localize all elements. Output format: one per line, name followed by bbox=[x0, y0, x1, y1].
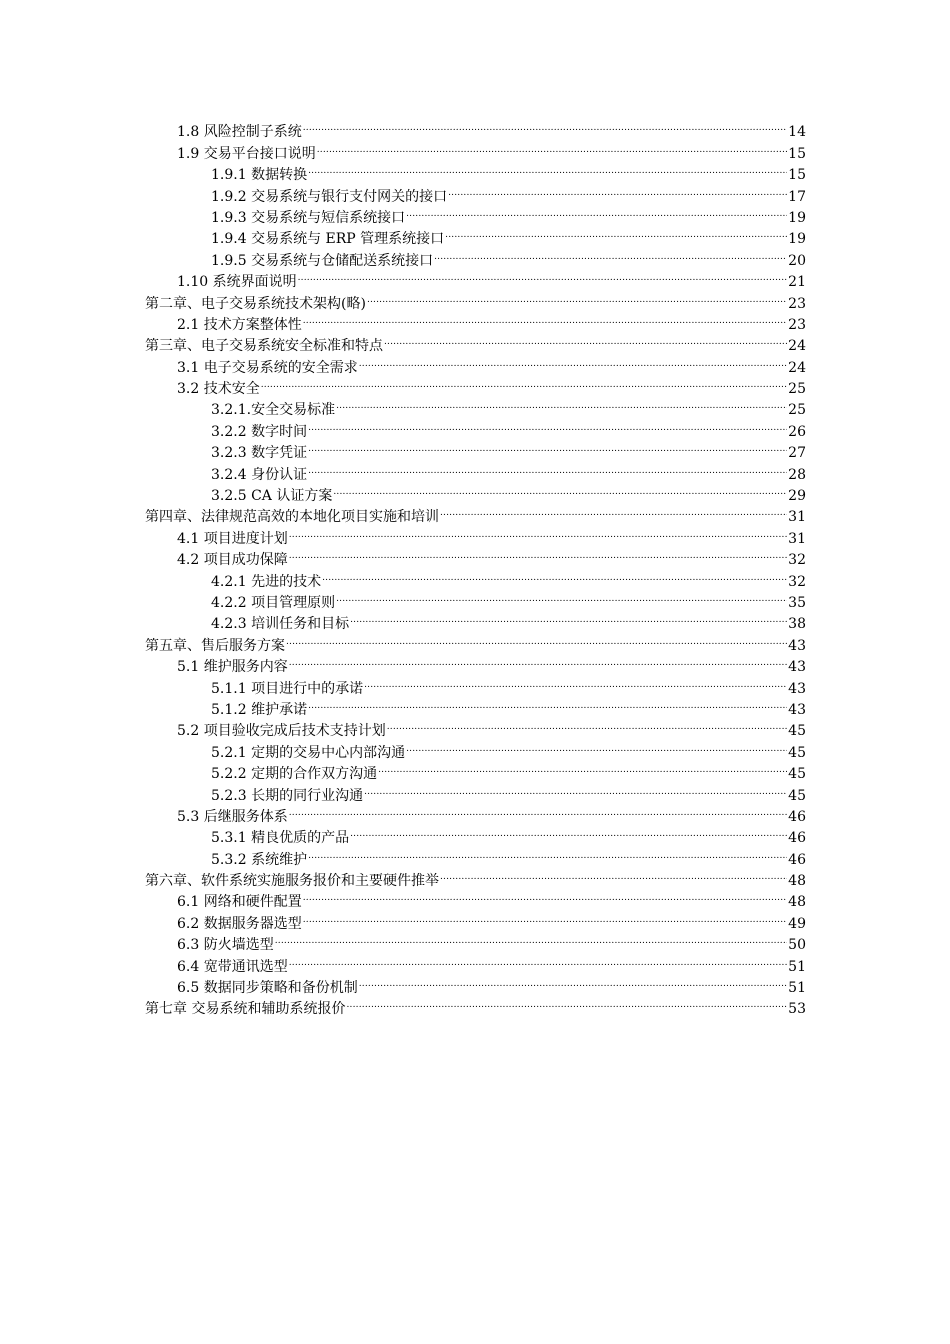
toc-entry-title[interactable]: 3.2.3 数字凭证 bbox=[211, 445, 308, 462]
toc-entry-page-number[interactable]: 45 bbox=[788, 766, 806, 783]
toc-entry-page-number[interactable]: 19 bbox=[788, 231, 806, 248]
toc-entry-page-number[interactable]: 23 bbox=[788, 316, 806, 333]
toc-entry-title[interactable]: 第六章、软件系统实施服务报价和主要硬件推举 bbox=[145, 873, 439, 890]
toc-entry-page-number[interactable]: 20 bbox=[788, 252, 806, 269]
toc-entry-page-number[interactable]: 32 bbox=[788, 552, 806, 569]
toc-entry-title[interactable]: 3.1 电子交易系统的安全需求 bbox=[177, 359, 358, 376]
toc-entry-page-number[interactable]: 25 bbox=[788, 402, 806, 419]
toc-entry-title[interactable]: 5.1.1 项目进行中的承诺 bbox=[211, 680, 364, 697]
toc-entry-page-number[interactable]: 31 bbox=[788, 530, 806, 547]
toc-entry-title[interactable]: 5.1.2 维护承诺 bbox=[211, 701, 308, 718]
dot-leader bbox=[350, 607, 787, 628]
dot-leader bbox=[303, 906, 787, 927]
dot-leader bbox=[445, 222, 787, 243]
toc-entry-page-number[interactable]: 23 bbox=[788, 295, 806, 312]
toc-entry-title[interactable]: 第五章、售后服务方案 bbox=[145, 637, 285, 654]
toc-entry-title[interactable]: 6.4 宽带通讯选型 bbox=[177, 958, 288, 975]
dot-leader bbox=[440, 864, 787, 885]
dot-leader bbox=[384, 329, 787, 350]
dot-leader bbox=[448, 179, 787, 200]
toc-entry-page-number[interactable]: 35 bbox=[788, 594, 806, 611]
toc-entry-title[interactable]: 第三章、电子交易系统安全标准和特点 bbox=[145, 338, 383, 355]
toc-entry-title[interactable]: 5.2 项目验收完成后技术支持计划 bbox=[177, 723, 386, 740]
toc-entry-page-number[interactable]: 26 bbox=[788, 423, 806, 440]
toc-entry-title[interactable]: 6.1 网络和硬件配置 bbox=[177, 894, 302, 911]
toc-entry-page-number[interactable]: 45 bbox=[788, 744, 806, 761]
toc-entry-title[interactable]: 3.2.1.安全交易标准 bbox=[211, 402, 336, 419]
toc-entry-page-number[interactable]: 46 bbox=[788, 851, 806, 868]
toc-entry-title[interactable]: 1.9.3 交易系统与短信系统接口 bbox=[211, 209, 406, 226]
dot-leader bbox=[275, 928, 787, 949]
toc-entry-title[interactable]: 1.9.1 数据转换 bbox=[211, 167, 308, 184]
toc-entry-title[interactable]: 5.2.2 定期的合作双方沟通 bbox=[211, 766, 378, 783]
dot-leader bbox=[440, 500, 787, 521]
dot-leader bbox=[367, 286, 787, 307]
table-of-contents bbox=[145, 115, 806, 1018]
toc-entry-page-number[interactable]: 51 bbox=[788, 958, 806, 975]
toc-entry-title[interactable]: 第二章、电子交易系统技术架构(略) bbox=[145, 295, 366, 312]
dot-leader bbox=[336, 586, 787, 607]
toc-entry-title[interactable]: 3.2.2 数字时间 bbox=[211, 423, 308, 440]
toc-entry-title[interactable]: 4.2.3 培训任务和目标 bbox=[211, 616, 350, 633]
dot-leader bbox=[308, 436, 787, 457]
dot-leader bbox=[378, 757, 787, 778]
toc-entry-page-number[interactable]: 46 bbox=[788, 808, 806, 825]
toc-entry-page-number[interactable]: 31 bbox=[788, 509, 806, 526]
toc-entry-title[interactable]: 5.3.2 系统维护 bbox=[211, 851, 308, 868]
dot-leader bbox=[346, 992, 787, 1013]
toc-entry-page-number[interactable]: 43 bbox=[788, 659, 806, 676]
toc-entry-page-number[interactable]: 14 bbox=[788, 124, 806, 141]
toc-entry-title[interactable]: 4.2.1 先进的技术 bbox=[211, 573, 322, 590]
toc-entry-title[interactable]: 第四章、法律规范高效的本地化项目实施和培训 bbox=[145, 509, 439, 526]
dot-leader bbox=[434, 243, 787, 264]
toc-entry-page-number[interactable]: 15 bbox=[788, 145, 806, 162]
dot-leader bbox=[406, 735, 787, 756]
dot-leader bbox=[336, 393, 787, 414]
toc-entry-page-number[interactable]: 45 bbox=[788, 723, 806, 740]
toc-entry-page-number[interactable]: 43 bbox=[788, 701, 806, 718]
dot-leader bbox=[308, 414, 787, 435]
toc-entry-page-number[interactable]: 48 bbox=[788, 894, 806, 911]
toc-entry-page-number[interactable]: 28 bbox=[788, 466, 806, 483]
toc-entry-page-number[interactable]: 17 bbox=[788, 188, 806, 205]
toc-entry-title[interactable]: 2.1 技术方案整体性 bbox=[177, 316, 302, 333]
toc-entry-page-number[interactable]: 50 bbox=[788, 937, 806, 954]
toc-entry-title[interactable]: 3.2.4 身份认证 bbox=[211, 466, 308, 483]
toc-entry-page-number[interactable]: 49 bbox=[788, 915, 806, 932]
dot-leader bbox=[350, 821, 787, 842]
dot-leader bbox=[308, 457, 787, 478]
dot-leader bbox=[286, 628, 787, 649]
toc-entry-page-number[interactable]: 43 bbox=[788, 637, 806, 654]
dot-leader bbox=[289, 650, 787, 671]
toc-entry-title[interactable]: 1.9 交易平台接口说明 bbox=[177, 145, 316, 162]
toc-entry-title[interactable]: 第七章 交易系统和辅助系统报价 bbox=[145, 1001, 346, 1018]
toc-entry-page-number[interactable]: 29 bbox=[788, 488, 806, 505]
toc-entry-title[interactable]: 5.2.3 长期的同行业沟通 bbox=[211, 787, 364, 804]
toc-entry-title[interactable]: 4.1 项目进度计划 bbox=[177, 530, 288, 547]
dot-leader bbox=[289, 949, 787, 970]
dot-leader bbox=[359, 971, 787, 992]
toc-entry-title[interactable]: 5.3.1 精良优质的产品 bbox=[211, 830, 350, 847]
dot-leader bbox=[303, 885, 787, 906]
toc-entry-page-number[interactable]: 21 bbox=[788, 274, 806, 291]
toc-entry-page-number[interactable]: 24 bbox=[788, 338, 806, 355]
toc-entry-title[interactable]: 3.2.5 CA 认证方案 bbox=[211, 488, 333, 505]
toc-entry-page-number[interactable]: 53 bbox=[788, 1001, 806, 1018]
toc-entry-page-number[interactable]: 15 bbox=[788, 167, 806, 184]
toc-entry-page-number[interactable]: 24 bbox=[788, 359, 806, 376]
toc-entry-title[interactable]: 4.2.2 项目管理原则 bbox=[211, 594, 336, 611]
toc-entry-page-number[interactable]: 45 bbox=[788, 787, 806, 804]
toc-entry-title[interactable]: 6.2 数据服务器选型 bbox=[177, 915, 302, 932]
dot-leader bbox=[359, 350, 787, 371]
toc-entry-page-number[interactable]: 43 bbox=[788, 680, 806, 697]
toc-entry-page-number[interactable]: 46 bbox=[788, 830, 806, 847]
toc-entry-title[interactable]: 1.9.4 交易系统与 ERP 管理系统接口 bbox=[211, 231, 445, 248]
toc-entry-title[interactable]: 5.3 后继服务体系 bbox=[177, 808, 288, 825]
toc-entry-title[interactable]: 6.3 防火墙选型 bbox=[177, 937, 274, 954]
dot-leader bbox=[308, 693, 787, 714]
dot-leader bbox=[333, 479, 787, 500]
dot-leader bbox=[322, 564, 787, 585]
dot-leader bbox=[261, 372, 787, 393]
dot-leader bbox=[406, 201, 787, 222]
toc-entry-title[interactable]: 1.9.5 交易系统与仓储配送系统接口 bbox=[211, 252, 434, 269]
toc-entry-page-number[interactable]: 19 bbox=[788, 209, 806, 226]
dot-leader bbox=[308, 158, 787, 179]
dot-leader bbox=[289, 800, 787, 821]
toc-entry-title[interactable]: 6.5 数据同步策略和备份机制 bbox=[177, 980, 358, 997]
dot-leader bbox=[303, 115, 787, 136]
toc-entry-page-number[interactable]: 27 bbox=[788, 445, 806, 462]
dot-leader bbox=[289, 521, 787, 542]
toc-entry-title[interactable]: 5.2.1 定期的交易中心内部沟通 bbox=[211, 744, 406, 761]
toc-entry-page-number[interactable]: 51 bbox=[788, 980, 806, 997]
dot-leader bbox=[308, 842, 787, 863]
dot-leader bbox=[303, 308, 787, 329]
toc-entry-title[interactable]: 5.1 维护服务内容 bbox=[177, 659, 288, 676]
toc-entry[interactable] bbox=[145, 115, 806, 141]
toc-entry-page-number[interactable]: 48 bbox=[788, 873, 806, 890]
dot-leader bbox=[317, 136, 787, 157]
toc-entry-title[interactable]: 1.9.2 交易系统与银行支付网关的接口 bbox=[211, 188, 448, 205]
toc-entry-title[interactable]: 1.10 系统界面说明 bbox=[177, 274, 297, 291]
toc-entry-page-number[interactable]: 38 bbox=[788, 616, 806, 633]
toc-entry-title[interactable]: 1.8 风险控制子系统 bbox=[177, 124, 302, 141]
dot-leader bbox=[298, 265, 788, 286]
toc-entry-title[interactable]: 3.2 技术安全 bbox=[177, 381, 260, 398]
dot-leader bbox=[364, 778, 787, 799]
toc-entry-page-number[interactable]: 32 bbox=[788, 573, 806, 590]
dot-leader bbox=[387, 714, 787, 735]
dot-leader bbox=[364, 671, 787, 692]
dot-leader bbox=[289, 543, 787, 564]
toc-entry-page-number[interactable]: 25 bbox=[788, 381, 806, 398]
toc-entry-title[interactable]: 4.2 项目成功保障 bbox=[177, 552, 288, 569]
